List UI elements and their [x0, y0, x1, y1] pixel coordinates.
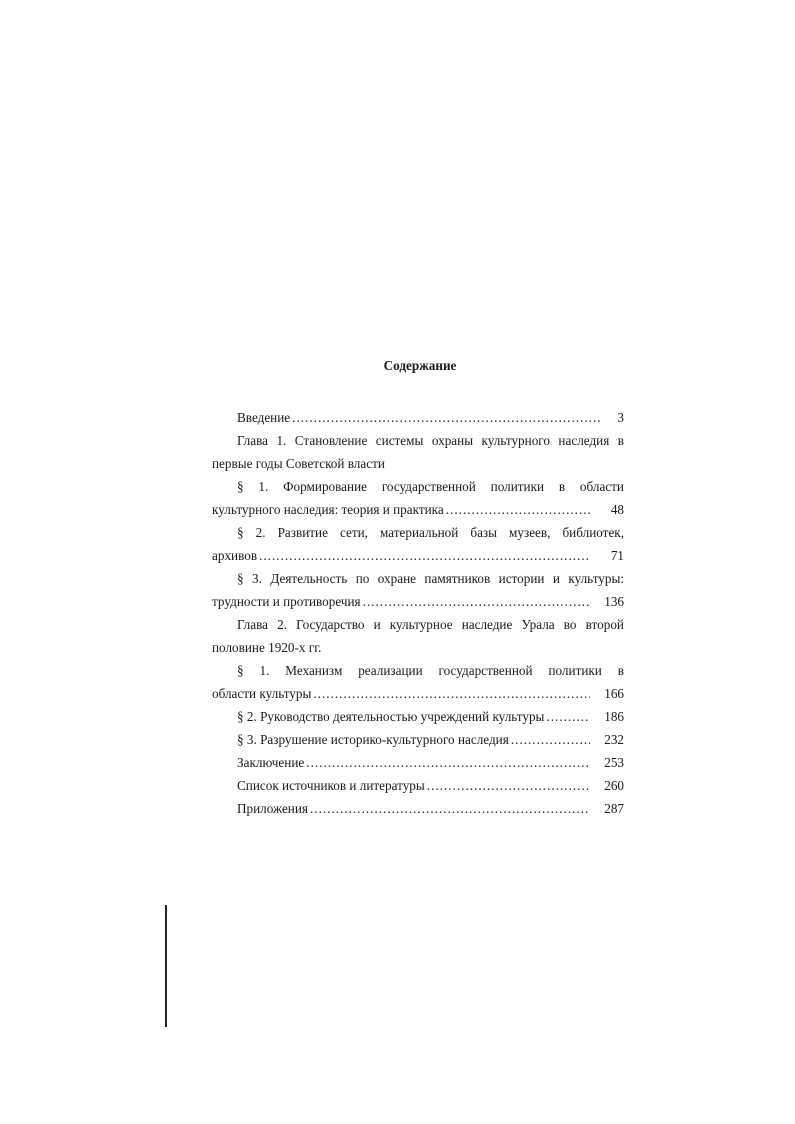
- leader-dots: [511, 728, 590, 751]
- toc-entry-label: Приложения: [237, 801, 308, 816]
- leader-dots: [306, 751, 590, 774]
- toc-section-1-2[interactable]: [212, 544, 624, 567]
- toc-section-2-3[interactable]: [212, 728, 624, 751]
- toc-section-1-3[interactable]: [212, 590, 624, 613]
- toc-section-1-3-line1[interactable]: § 3. Деятельность по охране памятников истории и культуры:: [237, 571, 624, 586]
- leader-dots: [546, 705, 590, 728]
- toc-entry-label: культурного наследия: теория и практика: [212, 502, 444, 517]
- toc-entry-page: 166: [604, 686, 624, 701]
- toc-entry-label: трудности и противоречия: [212, 594, 361, 609]
- toc-title: Содержание: [383, 358, 457, 373]
- toc-entry-label: § 2. Руководство деятельностью учреждений культуры: [237, 709, 545, 724]
- toc-section-1-1-line1[interactable]: § 1. Формирование государственной политики в области: [237, 479, 624, 494]
- toc-entry-label: Введение: [237, 410, 291, 425]
- toc-entry-label: § 3. Разрушение историко-культурного наследия: [237, 732, 509, 747]
- toc-section-1-1[interactable]: [212, 498, 624, 521]
- toc-entry-bibliography[interactable]: [212, 774, 624, 797]
- table-of-contents: [212, 358, 624, 820]
- leader-dots: [427, 774, 590, 797]
- toc-entry-label: Список источников и литературы: [237, 778, 425, 793]
- toc-entry-label: области культуры: [212, 686, 312, 701]
- scan-margin-line: [165, 905, 167, 1027]
- toc-entry-label: архивов: [212, 548, 258, 563]
- toc-entry-page: 136: [604, 594, 624, 609]
- toc-entry-page: 232: [604, 732, 624, 747]
- toc-entry-conclusion[interactable]: [212, 751, 624, 774]
- toc-entry-page: 186: [604, 709, 624, 724]
- toc-chapter-2-line2[interactable]: половине 1920-х гг.: [212, 640, 322, 655]
- toc-section-2-1[interactable]: [212, 682, 624, 705]
- leader-dots: [310, 797, 590, 820]
- toc-entry-page: 71: [610, 548, 624, 563]
- toc-section-1-2-line1[interactable]: § 2. Развитие сети, материальной базы музеев, библиотек,: [237, 525, 624, 540]
- toc-entry-introduction[interactable]: [212, 406, 624, 429]
- toc-entry-page: 253: [604, 755, 624, 770]
- toc-section-2-1-line1[interactable]: § 1. Механизм реализации государственной политики в: [237, 663, 624, 678]
- leader-dots: [292, 406, 600, 429]
- leader-dots: [446, 498, 590, 521]
- toc-chapter-1-line1[interactable]: Глава 1. Становление системы охраны культурного наследия в: [237, 433, 624, 448]
- leader-dots: [363, 590, 590, 613]
- toc-section-2-2[interactable]: [212, 705, 624, 728]
- toc-entry-page: 287: [604, 801, 624, 816]
- leader-dots: [259, 544, 590, 567]
- toc-chapter-1-line2[interactable]: первые годы Советской власти: [212, 456, 385, 471]
- toc-entry-page: 3: [617, 410, 624, 425]
- toc-chapter-2-line1[interactable]: Глава 2. Государство и культурное наследие Урала во второй: [237, 617, 624, 632]
- toc-entry-page: 48: [610, 502, 624, 517]
- leader-dots: [313, 682, 590, 705]
- toc-entry-page: 260: [604, 778, 624, 793]
- toc-entry-label: Заключение: [237, 755, 305, 770]
- toc-entry-appendices[interactable]: [212, 797, 624, 820]
